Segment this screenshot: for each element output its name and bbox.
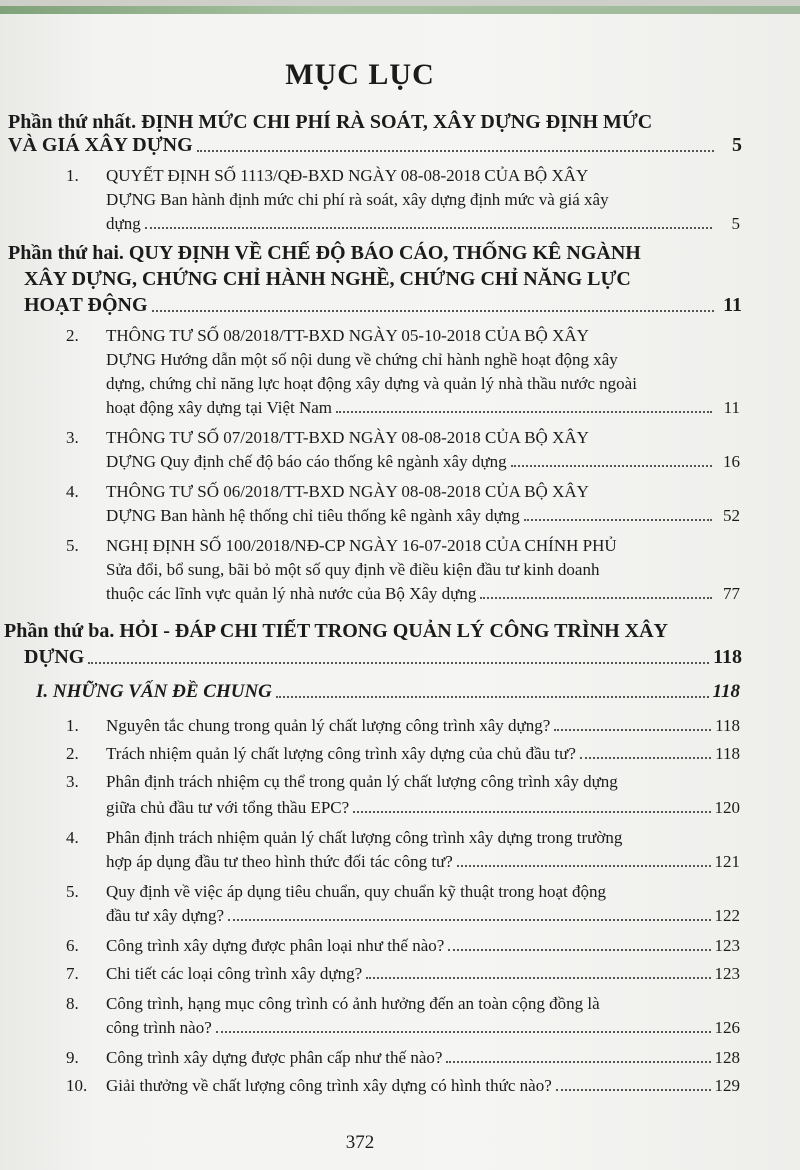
page-ref: 122 [714, 906, 740, 925]
part1-heading [8, 134, 742, 157]
page-ref: 128 [714, 1048, 740, 1067]
dot-leader [152, 310, 714, 312]
dot-leader [145, 227, 712, 229]
page-ref: 11 [723, 398, 740, 417]
item3-line1: 3. THÔNG TƯ SỐ 07/2018/TT-BXD NGÀY 08-08-2018 CỦA BỘ XÂY [66, 428, 589, 447]
page-ref: 118 [713, 646, 742, 668]
dot-leader [88, 662, 709, 664]
dot-leader [366, 977, 710, 979]
question-5: đầu tư xây dựng? 122 [106, 906, 740, 925]
dot-leader [480, 597, 712, 599]
page-ref: 5 [732, 134, 742, 156]
item-number: 7. [66, 964, 79, 983]
item1-line3: dựng [106, 214, 141, 233]
item2-line1: 2. THÔNG TƯ SỐ 08/2018/TT-BXD NGÀY 05-10-2018 CỦA BỘ XÂY [66, 326, 589, 345]
item-number: 5. [66, 536, 79, 555]
item-number: 2. [66, 326, 79, 345]
item-number: 5. [66, 882, 79, 901]
page-ref: 11 [723, 294, 742, 316]
item-number: 4. [66, 828, 79, 847]
part1-heading-line2: VÀ GIÁ XÂY DỰNG [8, 134, 193, 156]
item-number: 3. [66, 772, 79, 791]
dot-leader [276, 696, 709, 698]
question-5-line1: 5. Quy định về việc áp dụng tiêu chuẩn, quy chuẩn kỹ thuật trong hoạt động [66, 882, 606, 901]
dot-leader [197, 150, 714, 152]
dot-leader [216, 1031, 711, 1033]
item-number: 6. [66, 936, 79, 955]
question-9: 9. Công trình xây dựng được phân cấp như thế nào? 128 [66, 1048, 740, 1067]
dot-leader [336, 411, 712, 413]
item1-entry [106, 214, 740, 234]
page-ref: 118 [715, 744, 740, 763]
part2-heading-line1: Phần thứ hai. QUY ĐỊNH VỀ CHẾ ĐỘ BÁO CÁO, THỐNG KÊ NGÀNH [8, 242, 641, 264]
page-number: 372 [345, 1132, 375, 1153]
dot-leader [511, 465, 712, 467]
dot-leader [524, 519, 712, 521]
item-number: 8. [66, 994, 79, 1013]
item-number: 2. [66, 744, 79, 763]
item2-line2: DỰNG Hướng dẫn một số nội dung về chứng chỉ hành nghề hoạt động xây [106, 350, 618, 369]
page-ref: 121 [714, 852, 740, 871]
page-ref: 120 [714, 798, 740, 817]
item-number: 1. [66, 166, 79, 185]
question-10: 10. Giải thưởng về chất lượng công trình xây dựng có hình thức nào? 129 [66, 1076, 740, 1095]
page-ref: 5 [731, 214, 740, 233]
page-ref: 118 [712, 681, 740, 702]
dot-leader [446, 1061, 710, 1063]
book-page [0, 6, 800, 1170]
page-title: MỤC LỤC [285, 58, 435, 91]
item2-line3: dựng, chứng chỉ năng lực hoạt động xây dựng và quản lý nhà thầu nước ngoài [106, 374, 637, 393]
item5-line2: Sửa đổi, bổ sung, bãi bỏ một số quy định về điều kiện đầu tư kinh doanh [106, 560, 600, 579]
dot-leader [554, 729, 711, 731]
page-ref: 118 [715, 716, 740, 735]
item2-line4: hoạt động xây dựng tại Việt Nam [106, 398, 333, 417]
item-number: 1. [66, 716, 79, 735]
part3-heading [24, 646, 742, 669]
item3-entry [106, 452, 740, 472]
item-number: 9. [66, 1048, 79, 1067]
cover-edge [0, 6, 800, 14]
item-number: 4. [66, 482, 79, 501]
part2-heading [24, 294, 742, 317]
page-ref: 126 [714, 1018, 740, 1037]
item2-entry [106, 398, 740, 418]
question-4: hợp áp dụng đầu tư theo hình thức đối tác công tư? 121 [106, 852, 740, 871]
dot-leader [556, 1089, 711, 1091]
page-ref: 123 [714, 964, 740, 983]
question-8: công trình nào? 126 [106, 1018, 740, 1037]
dot-leader [580, 757, 711, 759]
item4-line1: 4. THÔNG TƯ SỐ 06/2018/TT-BXD NGÀY 08-08-2018 CỦA BỘ XÂY [66, 482, 589, 501]
question-8-line1: 8. Công trình, hạng mục công trình có ảnh hưởng đến an toàn cộng đồng là [66, 994, 600, 1013]
dot-leader [228, 919, 710, 921]
dot-leader [448, 949, 710, 951]
part2-heading-line2: XÂY DỰNG, CHỨNG CHỈ HÀNH NGHỀ, CHỨNG CHỈ NĂNG LỰC [24, 268, 631, 290]
item4-entry [106, 506, 740, 526]
dot-leader [457, 865, 711, 867]
page-ref: 77 [723, 584, 740, 603]
page-ref: 52 [723, 506, 740, 525]
question-1: 1. Nguyên tắc chung trong quản lý chất lượng công trình xây dựng? 118 [66, 716, 740, 735]
question-3-line1: 3. Phân định trách nhiệm cụ thể trong quản lý chất lượng công trình xây dựng [66, 772, 618, 791]
part3-heading-line2: DỰNG [24, 646, 85, 668]
question-2: 2. Trách nhiệm quản lý chất lượng công trình xây dựng của chủ đầu tư? 118 [66, 744, 740, 763]
section1-heading [36, 681, 740, 703]
item3-line2: DỰNG Quy định chế độ báo cáo thống kê ngành xây dựng [106, 452, 507, 471]
page-ref: 123 [714, 936, 740, 955]
item5-entry [106, 584, 740, 604]
item4-line2: DỰNG Ban hành hệ thống chỉ tiêu thống kê ngành xây dựng [106, 506, 520, 525]
question-3: giữa chủ đầu tư với tổng thầu EPC? 120 [106, 798, 740, 817]
item5-line3: thuộc các lĩnh vực quản lý nhà nước của Bộ Xây dựng [106, 584, 477, 603]
question-6: 6. Công trình xây dựng được phân loại như thế nào? 123 [66, 936, 740, 955]
question-4-line1: 4. Phân định trách nhiệm quản lý chất lượng công trình xây dựng trong trường [66, 828, 623, 847]
part3-heading-line1: Phần thứ ba. HỎI - ĐÁP CHI TIẾT TRONG QUẢN LÝ CÔNG TRÌNH XÂY [4, 620, 668, 642]
page-ref: 16 [723, 452, 740, 471]
item-number: 3. [66, 428, 79, 447]
part2-heading-line3: HOẠT ĐỘNG [24, 294, 148, 316]
item1-line1: 1. QUYẾT ĐỊNH SỐ 1113/QĐ-BXD NGÀY 08-08-2018 CỦA BỘ XÂY [66, 166, 589, 185]
item5-line1: 5. NGHỊ ĐỊNH SỐ 100/2018/NĐ-CP NGÀY 16-07-2018 CỦA CHÍNH PHỦ [66, 536, 617, 555]
page-ref: 129 [714, 1076, 740, 1095]
question-7: 7. Chi tiết các loại công trình xây dựng? 123 [66, 964, 740, 983]
part1-heading-line1: Phần thứ nhất. ĐỊNH MỨC CHI PHÍ RÀ SOÁT, XÂY DỰNG ĐỊNH MỨC [8, 111, 653, 133]
section1-label: I. NHỮNG VẤN ĐỀ CHUNG [36, 681, 272, 702]
item1-line2: DỰNG Ban hành định mức chi phí rà soát, xây dựng định mức và giá xây [106, 190, 609, 209]
item-number: 10. [66, 1076, 88, 1095]
dot-leader [353, 811, 710, 813]
